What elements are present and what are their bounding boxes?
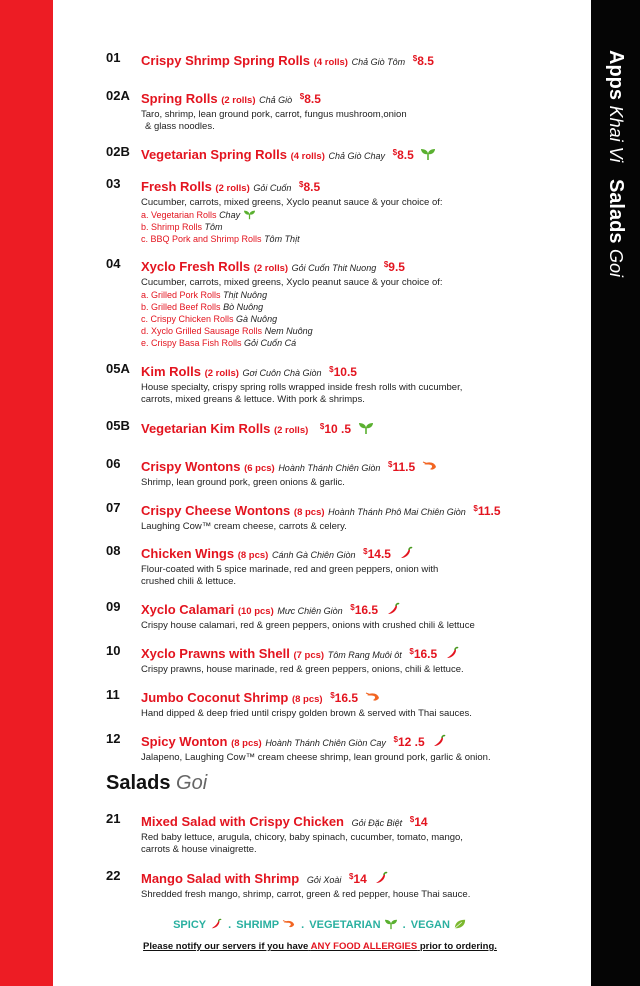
option-item: b. Shrimp Rolls Tôm bbox=[141, 222, 223, 232]
item-price: $16.5 bbox=[330, 691, 359, 705]
item-price: $10 .5 bbox=[319, 422, 352, 436]
item-viet: Gỏi Xoài bbox=[306, 875, 342, 885]
legend-spicy: SPICY bbox=[173, 919, 207, 931]
item-name: Spicy Wonton bbox=[141, 734, 228, 749]
item-name: Xyclo Calamari bbox=[141, 602, 235, 617]
item-description: Cucumber, carrots, mixed greens, Xyclo peanut sauce & your choice of: bbox=[141, 277, 443, 288]
item-price: $11.5 bbox=[473, 504, 501, 518]
item-name: Xyclo Fresh Rolls bbox=[141, 259, 251, 274]
item-description: Laughing Cow™ cream cheese, carrots & celery. bbox=[141, 521, 347, 532]
item-description: Flour-coated with 5 spice marinade, red and green peppers, onion with bbox=[141, 564, 439, 575]
item-name: Vegetarian Spring Rolls bbox=[141, 147, 287, 162]
option-item: e. Crispy Basa Fish Rolls Gỏi Cuốn Cá bbox=[141, 338, 297, 348]
vegetarian-icon bbox=[243, 209, 256, 220]
option-item: c. BBQ Pork and Shrimp Rolls Tôm Thịt bbox=[141, 234, 300, 244]
item-number: 03 bbox=[106, 176, 121, 191]
item-description: House specialty, crispy spring rolls wrapped inside fresh rolls with cucumber, bbox=[141, 382, 463, 393]
item-price: $16.5 bbox=[350, 603, 379, 617]
option-item: c. Crispy Chicken Rolls Gà Nuông bbox=[141, 314, 278, 324]
shrimp-icon bbox=[422, 459, 438, 473]
item-viet: Gơi Cuôn Chà Giòn bbox=[242, 368, 322, 378]
item-price: $14 bbox=[409, 815, 428, 829]
allergy-notice: Please notify our servers if you have ANY FOOD ALLERGIES prior to ordering. bbox=[143, 941, 497, 952]
vegetarian-icon bbox=[420, 147, 436, 161]
legend-shrimp: SHRIMP bbox=[236, 919, 280, 931]
item-number: 10 bbox=[106, 643, 121, 658]
item-number: 08 bbox=[106, 543, 121, 558]
item-name: Fresh Rolls bbox=[141, 179, 212, 194]
vegan-icon bbox=[453, 918, 467, 930]
item-number: 09 bbox=[106, 599, 121, 614]
item-qty: (8 pcs) bbox=[231, 738, 262, 749]
shrimp-icon bbox=[282, 918, 296, 930]
menu-item-03 bbox=[106, 176, 576, 245]
chili-icon bbox=[385, 602, 401, 616]
item-qty: (2 rolls) bbox=[204, 368, 239, 379]
item-number: 07 bbox=[106, 500, 121, 515]
item-name: Jumbo Coconut Shrimp bbox=[141, 690, 289, 705]
vegetarian-icon bbox=[358, 421, 374, 435]
chili-icon bbox=[444, 646, 460, 660]
salads-heading-main: Salads bbox=[106, 772, 171, 794]
item-number: 05B bbox=[106, 418, 130, 433]
item-number: 02B bbox=[106, 144, 130, 159]
menu-item-07 bbox=[106, 500, 576, 533]
item-name: Chicken Wings bbox=[141, 546, 235, 561]
item-viet: Tôm Rang Muôi ôt bbox=[327, 650, 402, 660]
item-qty: (7 pcs) bbox=[293, 650, 325, 661]
item-description: Shrimp, lean ground pork, green onions & garlic. bbox=[141, 477, 345, 488]
option-item: b. Grilled Beef Rolls Bò Nuông bbox=[141, 302, 264, 312]
menu-item-02b bbox=[106, 144, 576, 165]
allergy-emphasis: ANY FOOD ALLERGIES bbox=[310, 941, 418, 952]
option-item: a. Grilled Pork Rolls Thịt Nuông bbox=[141, 290, 268, 300]
item-qty: (2 rolls) bbox=[253, 263, 289, 274]
item-description: Crispy prawns, house marinade, red & green peppers, onions, chili & lettuce. bbox=[141, 664, 464, 675]
menu-item-02a bbox=[106, 88, 576, 133]
item-description: carrots & house vinaigrette. bbox=[141, 844, 257, 855]
item-number: 05A bbox=[106, 361, 130, 376]
menu-item-05a bbox=[106, 361, 576, 406]
item-number: 11 bbox=[106, 687, 120, 702]
item-viet: Chả Giò Tôm bbox=[351, 57, 406, 67]
item-name: Mango Salad with Shrimp bbox=[141, 871, 300, 886]
item-number: 01 bbox=[106, 50, 121, 65]
salads-heading bbox=[106, 772, 207, 795]
item-description: Cucumber, carrots, mixed greens, Xyclo peanut sauce & your choice of: bbox=[141, 197, 443, 208]
item-number: 04 bbox=[106, 256, 121, 271]
item-qty: (8 pcs) bbox=[293, 507, 325, 518]
item-price: $12 .5 bbox=[393, 735, 425, 749]
item-viet: Gỏi Cuốn bbox=[253, 183, 292, 193]
item-viet: Chả Giò Chay bbox=[328, 151, 386, 161]
chili-icon bbox=[373, 871, 389, 885]
item-number: 21 bbox=[106, 811, 121, 826]
item-name: Crispy Shrimp Spring Rolls bbox=[141, 53, 311, 68]
side-khai-vi: Khai Vi bbox=[606, 105, 626, 163]
item-price: $8.5 bbox=[392, 148, 414, 162]
item-name: Vegetarian Kim Rolls bbox=[141, 421, 271, 436]
item-price: $10.5 bbox=[329, 365, 357, 379]
chili-icon bbox=[209, 918, 223, 930]
menu-item-21 bbox=[106, 811, 576, 856]
shrimp-icon bbox=[365, 690, 381, 704]
item-name: Crispy Cheese Wontons bbox=[141, 503, 291, 518]
item-name: Xyclo Prawns with Shell bbox=[141, 646, 290, 661]
item-qty: (6 pcs) bbox=[244, 463, 275, 474]
option-item: d. Xyclo Grilled Sausage Rolls Nem Nuông bbox=[141, 326, 313, 336]
item-description: Hand dipped & deep fried until crispy golden brown & served with Thai sauces. bbox=[141, 708, 472, 719]
menu-item-12 bbox=[106, 731, 576, 764]
item-qty: (4 rolls) bbox=[290, 151, 325, 162]
item-qty: (8 pcs) bbox=[291, 694, 323, 705]
menu-item-06 bbox=[106, 456, 576, 489]
item-number: 06 bbox=[106, 456, 121, 471]
item-description: Taro, shrimp, lean ground pork, carrot, fungus mushroom,onion bbox=[141, 109, 407, 120]
item-price: $16.5 bbox=[409, 647, 438, 661]
option-item: a. Vegetarian Rolls Chay bbox=[141, 209, 576, 221]
chili-icon bbox=[431, 734, 447, 748]
item-viet: Gỏi Cuốn Thit Nuong bbox=[291, 263, 377, 273]
item-name: Spring Rolls bbox=[141, 91, 218, 106]
item-description: Crispy house calamari, red & green peppers, onions with crushed chili & lettuce bbox=[141, 620, 475, 631]
icon-legend: SPICY . SHRIMP . VEGETARIAN . VEGAN bbox=[0, 918, 640, 931]
item-qty: (2 rolls) bbox=[215, 183, 250, 194]
menu-item-22 bbox=[106, 868, 576, 901]
side-apps: Apps bbox=[605, 50, 627, 100]
salads-heading-sub: Goi bbox=[176, 772, 208, 794]
item-description: Red baby lettuce, arugula, chicory, baby spinach, cucumber, tomato, mango, bbox=[141, 832, 463, 843]
item-price: $14.5 bbox=[363, 547, 391, 561]
menu-item-01 bbox=[106, 50, 576, 71]
item-qty: (10 pcs) bbox=[237, 606, 274, 617]
item-viet: Chả Giò bbox=[259, 95, 293, 105]
menu-item-08 bbox=[106, 543, 576, 588]
item-qty: (4 rolls) bbox=[313, 57, 348, 68]
item-price: $14 bbox=[348, 872, 367, 886]
item-price: $8.5 bbox=[299, 180, 321, 194]
item-price: $8.5 bbox=[412, 54, 434, 68]
side-salads: Salads bbox=[605, 178, 627, 244]
item-viet: Hoành Thánh Chiên Giòn Cay bbox=[265, 738, 386, 748]
item-qty: (2 rolls) bbox=[221, 95, 256, 106]
item-description: & glass noodles. bbox=[145, 121, 215, 132]
item-viet: Cánh Gà Chiên Giòn bbox=[271, 550, 356, 560]
chili-icon bbox=[398, 546, 414, 560]
menu-item-04 bbox=[106, 256, 576, 349]
menu-item-10 bbox=[106, 643, 576, 676]
item-price: $9.5 bbox=[383, 260, 405, 274]
legend-vegetarian: VEGETARIAN bbox=[309, 919, 381, 931]
side-goi: Goi bbox=[606, 249, 626, 278]
item-description: carrots, mixed greans & lettuce. With pork & shrimps. bbox=[141, 394, 365, 405]
menu-item-09 bbox=[106, 599, 576, 632]
side-section-label bbox=[594, 50, 638, 380]
legend-vegan: VEGAN bbox=[410, 919, 450, 931]
item-number: 22 bbox=[106, 868, 121, 883]
item-description: Jalapeno, Laughing Cow™ cream cheese shrimp, lean ground pork, garlic & onion. bbox=[141, 752, 491, 763]
item-viet: Mưc Chiên Giòn bbox=[277, 606, 343, 616]
item-price: $11.5 bbox=[388, 460, 416, 474]
item-number: 12 bbox=[106, 731, 121, 746]
menu-item-05b bbox=[106, 418, 576, 439]
item-number: 02A bbox=[106, 88, 130, 103]
item-viet: Gỏi Đặc Biệt bbox=[351, 818, 403, 828]
item-description: Shredded fresh mango, shrimp, carrot, green & red pepper, house Thai sauce. bbox=[141, 889, 471, 900]
item-description: crushed chili & lettuce. bbox=[141, 576, 237, 587]
item-name: Crispy Wontons bbox=[141, 459, 241, 474]
item-qty: (8 pcs) bbox=[237, 550, 269, 561]
left-red-bar bbox=[0, 0, 53, 986]
item-viet: Hoành Thánh Chiên Giòn bbox=[278, 463, 381, 473]
item-price: $8.5 bbox=[299, 92, 321, 106]
vegetarian-icon bbox=[384, 918, 398, 930]
item-qty: (2 rolls) bbox=[273, 425, 309, 436]
menu-item-11 bbox=[106, 687, 576, 720]
item-name: Kim Rolls bbox=[141, 364, 201, 379]
item-name: Mixed Salad with Crispy Chicken bbox=[141, 814, 344, 829]
item-viet: Hoành Thánh Phô Mai Chiên Giòn bbox=[328, 507, 466, 517]
